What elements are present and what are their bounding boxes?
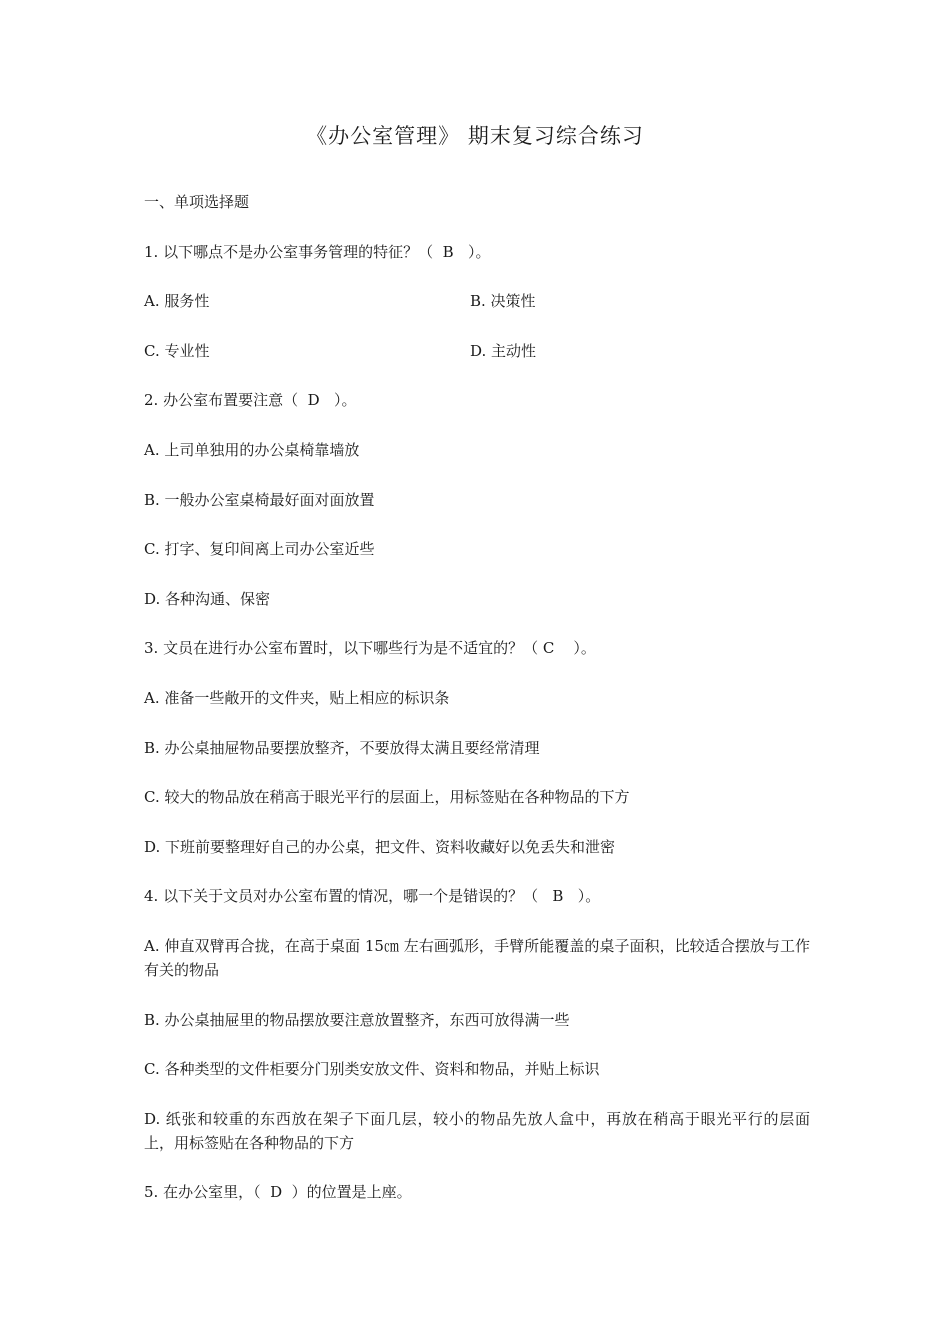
question-1-option-d: D. 主动性 bbox=[470, 341, 537, 360]
question-4-option-c: C. 各种类型的文件柜要分门别类安放文件、资料和物品，并贴上标识 bbox=[144, 1060, 600, 1079]
question-3-option-d: D. 下班前要整理好自己的办公桌，把文件、资料收藏好以免丢失和泄密 bbox=[144, 837, 616, 856]
question-2-option-b: B. 一般办公室桌椅最好面对面放置 bbox=[144, 490, 375, 509]
question-1-options-row-1 bbox=[144, 289, 810, 313]
question-1-option-a: A. 服务性 bbox=[144, 292, 210, 311]
document-body bbox=[144, 190, 810, 1230]
question-2-option-c: C. 打字、复印间离上司办公室近些 bbox=[144, 540, 375, 559]
question-3-option-a: A. 准备一些敞开的文件夹，贴上相应的标识条 bbox=[144, 688, 450, 707]
question-4-option-a: A. 伸直双臂再合拢，在高于桌面 15㎝ 左右画弧形，手臂所能覆盖的桌子面积，比较适合摆放与工作有关的物品 bbox=[144, 936, 810, 979]
question-2-option-d: D. 各种沟通、保密 bbox=[144, 589, 271, 608]
question-4-option-d: D. 纸张和较重的东西放在架子下面几层，较小的物品先放人盒中，再放在稍高于眼光平行的层面上，用标签贴在各种物品的下方 bbox=[144, 1109, 810, 1152]
question-3-option-b: B. 办公桌抽屉物品要摆放整齐，不要放得太满且要经常清理 bbox=[144, 738, 540, 757]
section-heading: 一、单项选择题 bbox=[144, 193, 250, 211]
question-4-stem: 4. 以下关于文员对办公室布置的情况，哪一个是错误的？（ B ）。 bbox=[144, 887, 601, 906]
question-2-stem: 2. 办公室布置要注意（ D ）。 bbox=[144, 391, 357, 410]
question-3-option-c: C. 较大的物品放在稍高于眼光平行的层面上，用标签贴在各种物品的下方 bbox=[144, 788, 630, 807]
question-4-option-b: B. 办公桌抽屉里的物品摆放要注意放置整齐，东西可放得满一些 bbox=[144, 1010, 570, 1029]
question-1-option-b: B. 决策性 bbox=[470, 292, 536, 311]
question-2-option-a: A. 上司单独用的办公桌椅靠墙放 bbox=[144, 440, 360, 459]
question-5-stem: 5. 在办公室里，（ D ）的位置是上座。 bbox=[144, 1183, 412, 1202]
question-1-option-c: C. 专业性 bbox=[144, 341, 210, 360]
question-3-stem: 3. 文员在进行办公室布置时，以下哪些行为是不适宜的？（ C ）。 bbox=[144, 639, 596, 658]
document-title: 《办公室管理》 期末复习综合练习 bbox=[306, 124, 644, 148]
question-1-stem: 1. 以下哪点不是办公室事务管理的特征？（ B ）。 bbox=[144, 242, 491, 261]
question-1-options-row-2 bbox=[144, 339, 810, 363]
